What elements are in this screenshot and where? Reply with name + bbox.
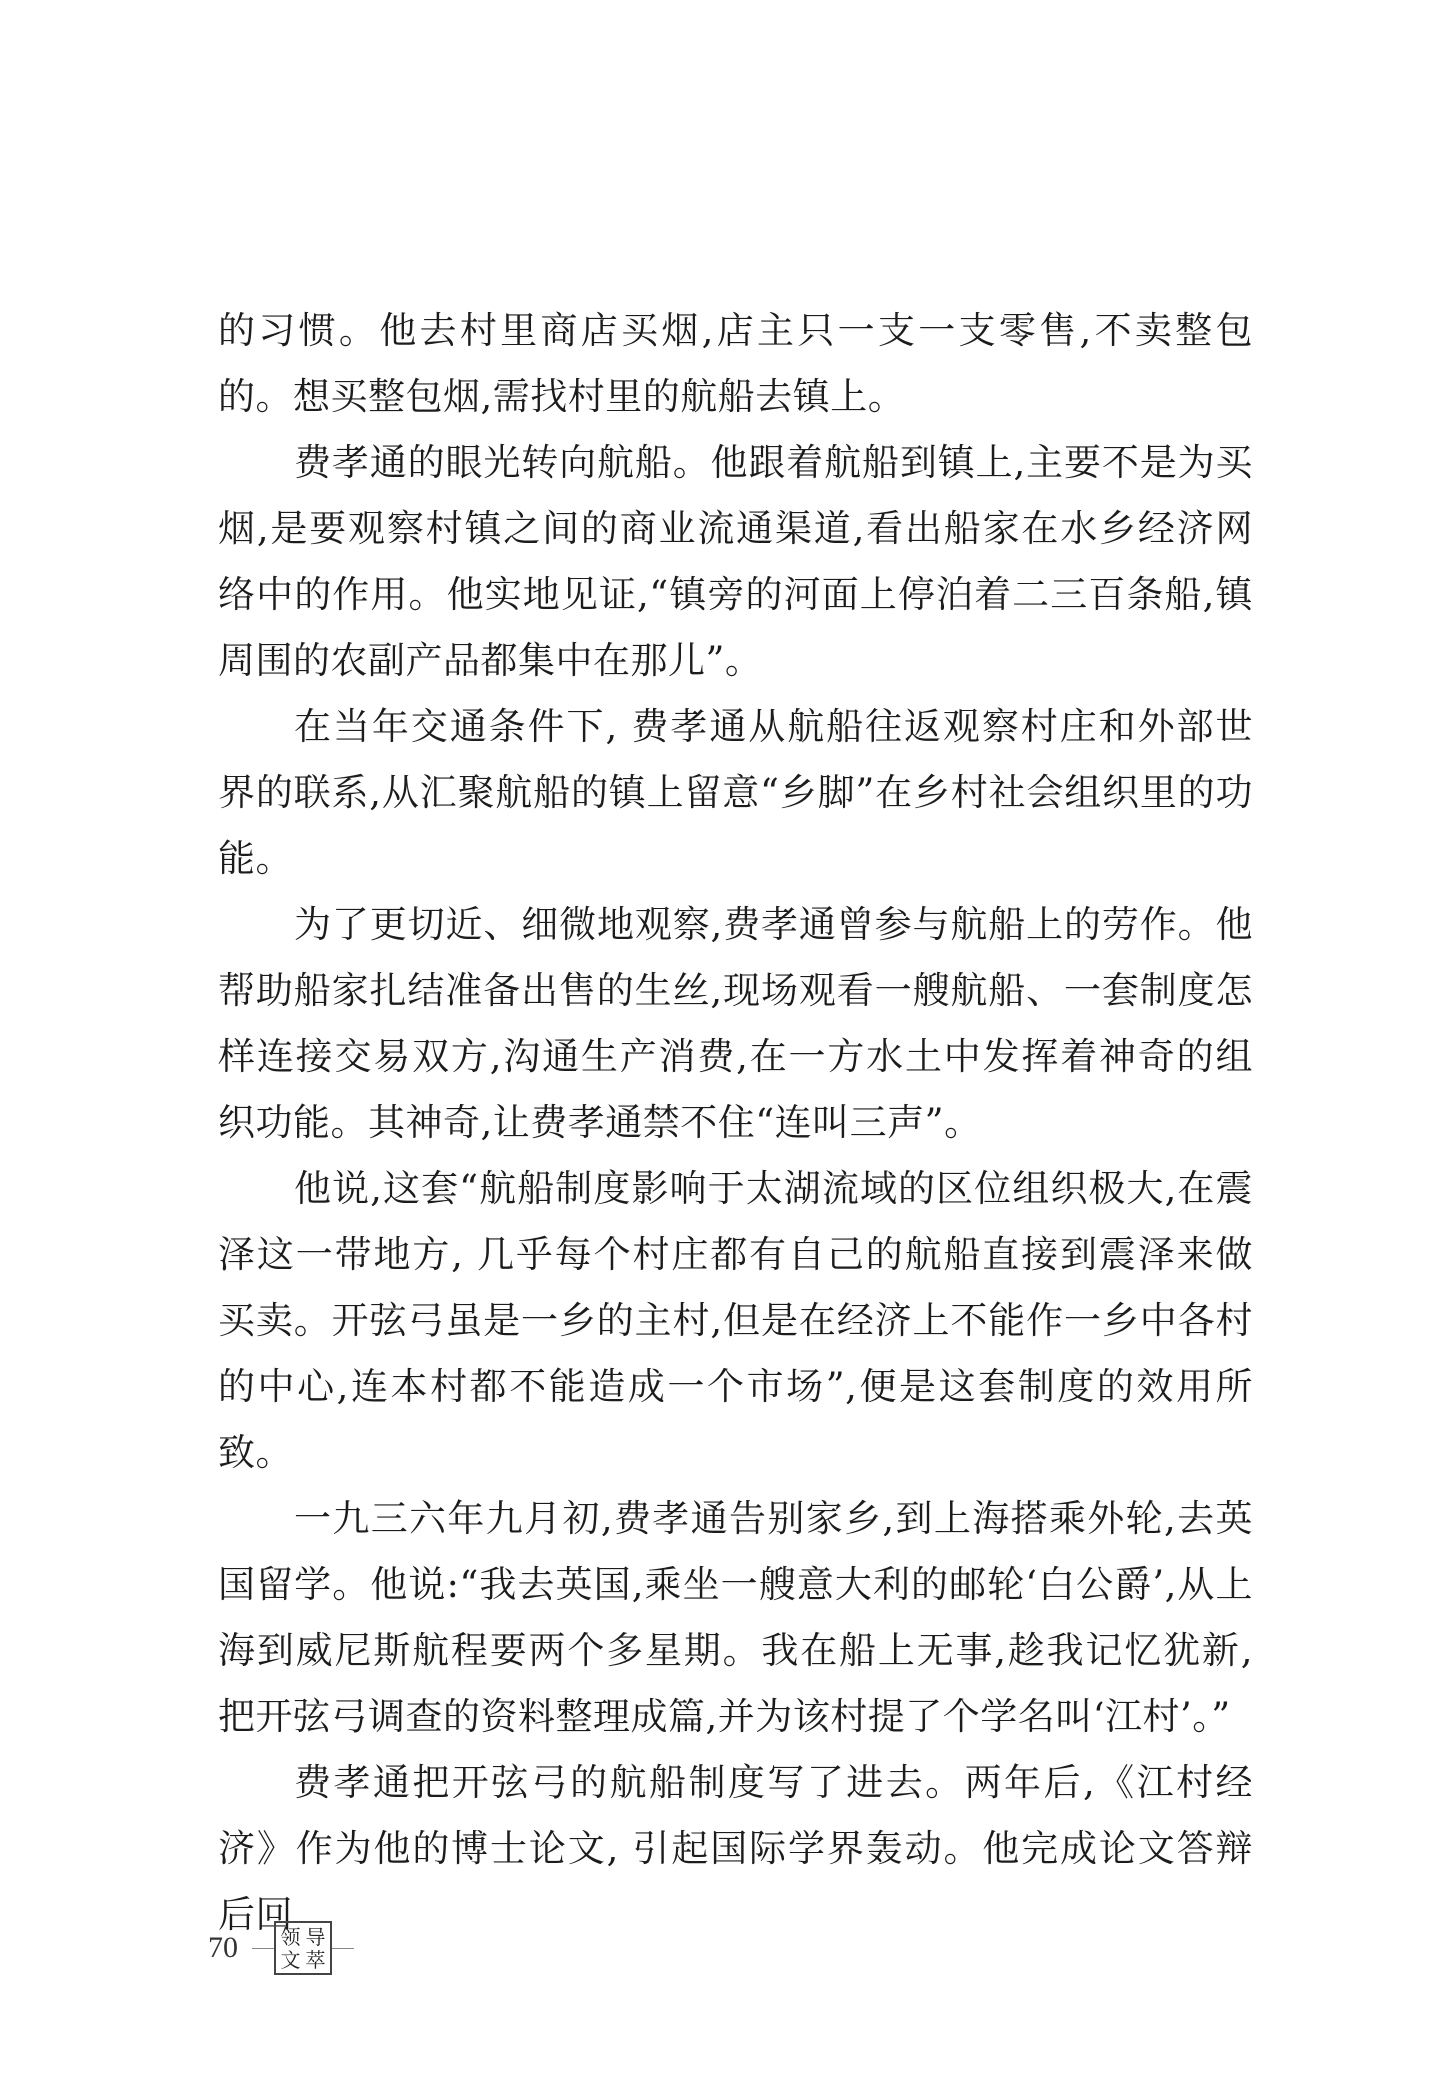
magazine-logo [274,1921,332,1975]
paragraph: 一九三六年九月初,费孝通告别家乡,到上海搭乘外轮,去英国留学。他说:“我去英国,乘坐一艘意大利的邮轮‘白公爵’,从上海到威尼斯航程要两个多星期。我在船上无事,趁我记忆犹新,把开弦弓调查的资料整理成篇,并为该村提了个学名叫‘江村’。” [218,1497,1253,1738]
article-body [218,298,1253,1948]
footer-rule-left [252,1948,274,1949]
paragraph: 在当年交通条件下, 费孝通从航船往返观察村庄和外部世界的联系,从汇聚航船的镇上留意“乡脚”在乡村社会组织里的功能。 [218,705,1253,880]
paragraph: 费孝通把开弦弓的航船制度写了进去。两年后,《江村经济》作为他的博士论文, 引起国际学界轰动。他完成论文答辩后回 [218,1761,1253,1936]
paragraph: 为了更切近、细微地观察,费孝通曾参与航船上的劳作。他帮助船家扎结准备出售的生丝,现场观看一艘航船、一套制度怎样连接交易双方,沟通生产消费,在一方水土中发挥着神奇的组织功能。其神奇,让费孝通禁不住“连叫三声”。 [218,903,1253,1144]
paragraph-continued: 的习惯。他去村里商店买烟,店主只一支一支零售,不卖整包的。想买整包烟,需找村里的航船去镇上。 [218,309,1253,418]
page-footer [208,1920,354,1976]
logo-char: 导 [305,1924,326,1949]
paragraph: 费孝通的眼光转向航船。他跟着航船到镇上,主要不是为买烟,是要观察村镇之间的商业流通渠道,看出船家在水乡经济网络中的作用。他实地见证,“镇旁的河面上停泊着二三百条船,镇周围的农副产品都集中在那儿”。 [218,441,1253,682]
logo-char: 文 [280,1947,301,1972]
logo-char: 萃 [305,1947,326,1972]
footer-rule-right [332,1948,354,1949]
paragraph: 他说,这套“航船制度影响于太湖流域的区位组织极大,在震泽这一带地方, 几乎每个村庄都有自己的航船直接到震泽来做买卖。开弦弓虽是一乡的主村,但是在经济上不能作一乡中各村的中心,连本村都不能造成一个市场”,便是这套制度的效用所致。 [218,1167,1253,1474]
page-number: 70 [208,1931,238,1964]
logo-char: 领 [280,1924,301,1949]
